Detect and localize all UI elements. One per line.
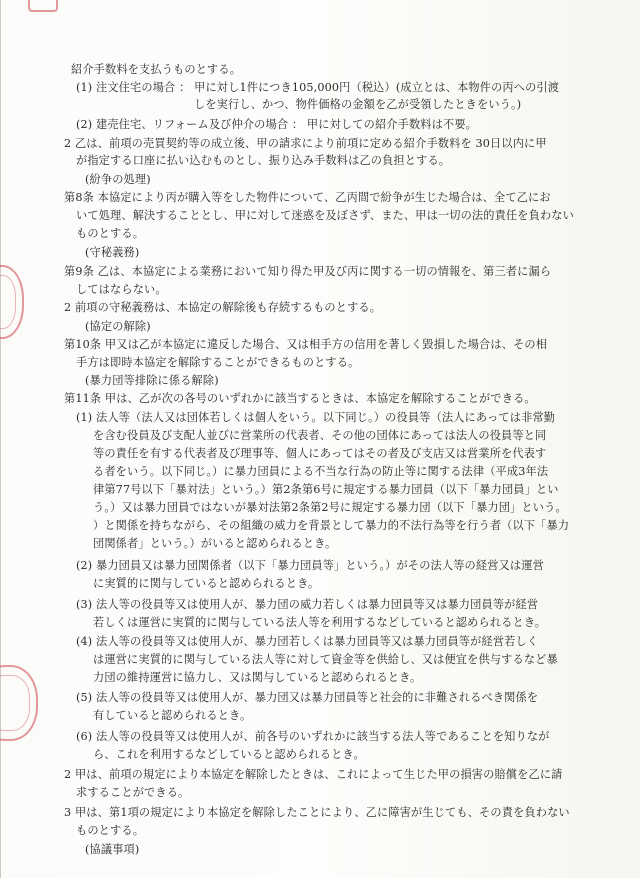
text-line: を含む役員及び支配人並びに営業所の代表者、その他の団体にあっては法人の役員等と同 (93, 429, 547, 442)
text-line: いて処理、解決することとし、甲に対して迷惑を及ぼさず、また、甲は一切の法的責任を負わない (76, 209, 574, 222)
section-heading: (協議事項) (85, 843, 140, 856)
text-line: 力団の維持運営に協力し、又は関与していると認められるとき。 (93, 671, 422, 684)
text-line: う。）又は暴力団員ではないが暴対法第2条第2号に規定する暴力団（以下「暴力団」という。 (93, 501, 567, 514)
text-line: (1) 注文住宅の場合 ： 甲に対し1件につき105,000円（税込）(成立とは、本物件の丙への引渡 (76, 81, 560, 94)
text-line: は運営に実質的に関与している法人等に対して資金等を供給し、又は便宜を供与するなど暴 (93, 653, 558, 666)
text-line: 第8条 本協定により丙が購入等をした物件について、乙丙間で紛争が生じた場合は、全て乙にお (64, 191, 551, 204)
text-line: (3) 法人等の役員等又は使用人が、暴力団の威力若しくは暴力団員等又は暴力団員等が経営 (76, 598, 539, 611)
text-line: 律第77号以下「暴対法」という。）第2条第6号に規定する暴力団員（以下「暴力団員」とい (93, 483, 559, 496)
section-heading: (暴力団等排除に係る解除) (85, 374, 219, 387)
text-line: ）と関係を持ちながら、その組織の威力を背景として暴力的不法行為等を行う者（以下「暴力 (93, 519, 570, 532)
text-line: 有していると認められるとき。 (93, 709, 252, 722)
text-line: ものとする。 (76, 227, 145, 240)
text-line: 2 甲は、前項の規定により本協定を解除したときは、これによって生じた甲の損害の賠償を乙に請 (64, 768, 563, 781)
section-heading: (守秘義務) (85, 246, 140, 259)
text-line: (6) 法人等の役員等又は使用人が、前各号のいずれかに該当する法人等であることを知りなが (76, 730, 550, 743)
text-line: 団関係者」という。）がいると認められるとき。 (93, 537, 337, 550)
text-line: ものとする。 (76, 824, 145, 837)
text-line: (1) 法人等（法人又は団体若しくは個人をいう。以下同じ。）の役員等（法人にあっては非常勤 (76, 411, 556, 424)
text-line: ら、これを利用するなどしていると認められるとき。 (93, 748, 365, 761)
text-line: 第10条 甲又は乙が本協定に違反した場合、又は相手方の信用を著しく毀損した場合は、その相 (64, 338, 548, 351)
text-line: (2) 建売住宅、リフォーム及び仲介の場合 ： 甲に対しての紹介手数料は不要。 (76, 118, 477, 131)
text-line: (4) 法人等の役員等又は使用人が、暴力団若しくは暴力団員等又は暴力団員等が経営若しく (76, 635, 539, 648)
text-line: 第11条 甲は、乙が次の各号のいずれかに該当するときは、本協定を解除することができる。 (64, 392, 536, 405)
text-line: (5) 法人等の役員等又は使用人が、暴力団又は暴力団員等と社会的に非難されるべき関係を (76, 691, 539, 704)
text-line: 2 前項の守秘義務は、本協定の解除後も存続するものとする。 (64, 301, 382, 314)
text-line: 等の責任を有する代表者及び理事等、個人にあってはその者及び支店又は営業所を代表す (93, 447, 547, 460)
text-line: る者をいう。以下同じ。）に暴力団員による不当な行為の防止等に関する法律（平成3年法 (93, 465, 549, 478)
text-line: 求することができる。 (76, 786, 190, 799)
text-line: 若しくは運営に実質的に関与している法人等を利用するなどしていると認められるとき。 (93, 616, 547, 629)
text-line: 手方は即時本協定を解除することができるものとする。 (76, 356, 360, 369)
text-line: してはならない。 (76, 283, 167, 296)
text-line: が指定する口座に払い込むものとし、振り込み手数料は乙の負担とする。 (76, 154, 451, 167)
text-line: しを実行し、かつ、物件価格の金額を乙が受領したときをいう。) (194, 98, 522, 111)
section-heading: (協定の解除) (85, 320, 151, 333)
text-line: に実質的に関与していると認められるとき。 (93, 577, 320, 590)
text-line: 2 乙は、前項の売買契約等の成立後、甲の請求により前項に定める紹介手数料を 30日以内に甲 (64, 137, 547, 150)
text-line: 第9条 乙は、本協定による業務において知り得た甲及び丙に関する一切の情報を、第三者に漏ら (64, 265, 552, 278)
section-heading: (紛争の処理) (85, 173, 151, 186)
text-line: 3 甲は、第1項の規定により本協定を解除したことにより、乙に障害が生じても、その責を負わない (64, 806, 570, 819)
text-line: (2) 暴力団員又は暴力団関係者（以下「暴力団員等」という。）がその法人等の経営又は運営 (76, 559, 544, 572)
text-line: 紹介手数料を支払うものとする。 (71, 63, 242, 76)
